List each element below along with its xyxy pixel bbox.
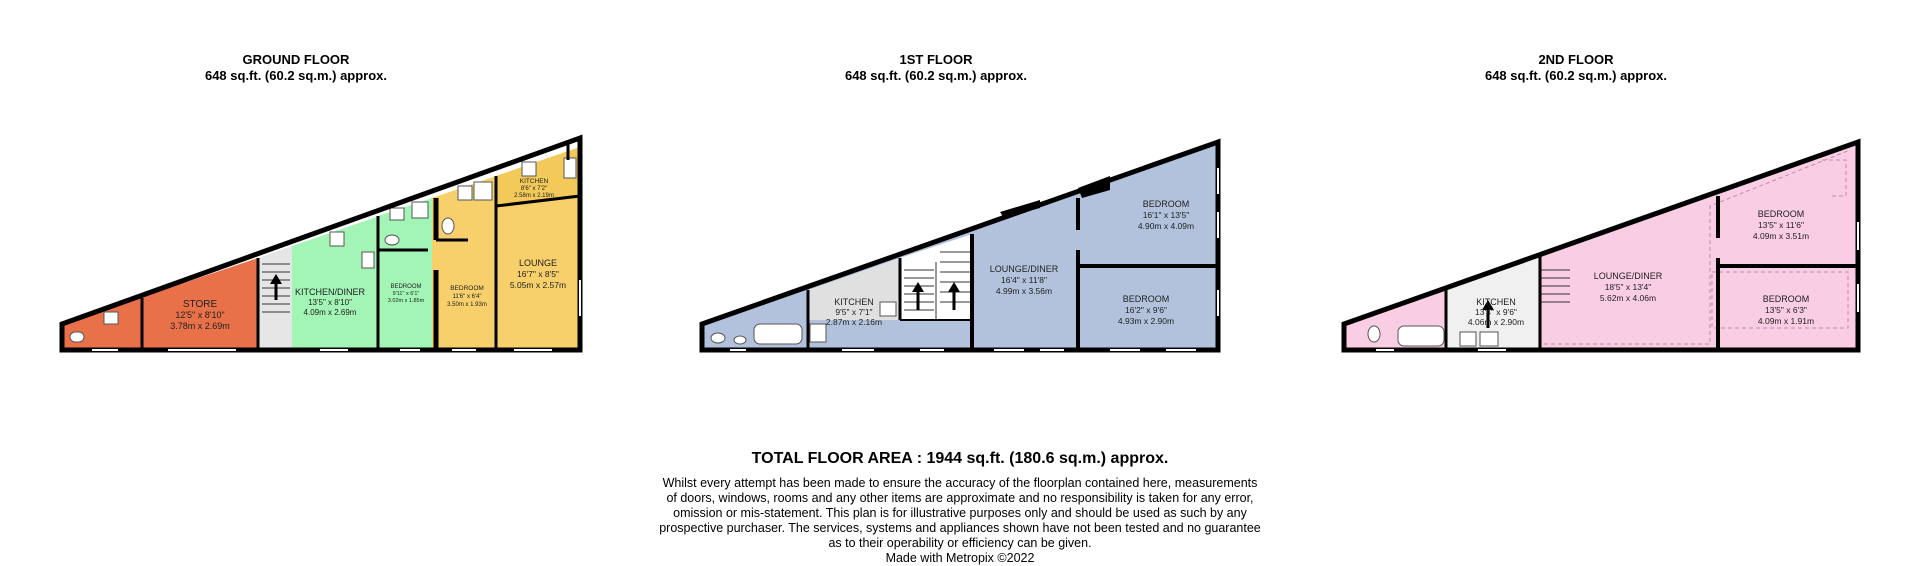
bath-icon <box>754 324 802 344</box>
sink-icon <box>104 312 118 324</box>
room-label-bedroom: BEDROOM <box>1142 199 1190 209</box>
room-dimensions-imperial: 13'5" x 11'6" <box>1758 220 1804 230</box>
room-dimensions-metric: 4.09m x 2.69m <box>303 308 357 317</box>
hob-icon <box>880 302 896 316</box>
room-label-lounge-diner: LOUNGE/DINER <box>989 264 1059 274</box>
shower-icon <box>412 202 428 218</box>
first-floor-plan <box>702 142 1218 350</box>
room-label-store: STORE <box>182 299 218 310</box>
disclaimer-line: omission or mis-statement. This plan is for illustrative purposes only and should be used as such by any <box>673 506 1247 520</box>
room-dimensions-imperial: 12'5" x 8'10" <box>175 310 225 320</box>
floor-title: 1ST FLOOR <box>899 52 973 67</box>
bedroom-room <box>432 176 496 350</box>
room-dimensions-imperial: 11'6" x 6'4" <box>452 294 482 300</box>
toilet-icon <box>442 218 454 234</box>
sink-icon <box>390 208 404 220</box>
toilet-icon <box>1368 326 1380 342</box>
room-dimensions-metric: 2.58m x 2.19m <box>514 193 554 199</box>
disclaimer-line: as to their operability or efficiency can be given. <box>828 536 1092 550</box>
room-label-kitchen-diner: KITCHEN/DINER <box>294 287 366 297</box>
room-label-bedroom: BEDROOM <box>1757 209 1805 219</box>
toilet-icon <box>70 332 84 342</box>
second-floor-plan <box>1344 142 1858 350</box>
room-dimensions-imperial: 9'5" x 7'1" <box>835 307 873 317</box>
shower-icon <box>474 182 492 200</box>
room-dimensions-metric: 3.78m x 2.69m <box>170 321 230 331</box>
room-dimensions-imperial: 18'5" x 13'4" <box>1604 282 1652 292</box>
room-dimensions-metric: 4.99m x 3.56m <box>995 286 1053 296</box>
room-label-bedroom: BEDROOM <box>450 285 484 292</box>
room-dimensions-imperial: 13'5" x 6'3" <box>1765 305 1807 315</box>
ground-floor-plan <box>62 138 580 350</box>
room-dimensions-metric: 4.90m x 4.09m <box>1137 221 1195 231</box>
room-dimensions-imperial: 9'11" x 6'1" <box>392 291 420 297</box>
room-dimensions-metric: 4.09m x 3.51m <box>1752 231 1810 241</box>
sink-icon <box>564 158 576 178</box>
room-label-bedroom: BEDROOM <box>1762 294 1810 304</box>
room-dimensions-imperial: 16'2" x 9'6" <box>1125 305 1167 315</box>
toilet-icon <box>385 235 399 245</box>
bath-icon <box>1398 326 1444 346</box>
room-label-bedroom: BEDROOM <box>390 284 422 290</box>
room-dimensions-imperial: 13'4" x 9'6" <box>1475 307 1517 317</box>
sink-icon <box>734 336 746 344</box>
total-floor-area: TOTAL FLOOR AREA : 1944 sq.ft. (180.6 sq.m.) approx. <box>751 450 1169 467</box>
room-dimensions-imperial: 13'5" x 8'10" <box>308 298 352 307</box>
hob-icon <box>522 162 536 176</box>
hob-icon <box>330 232 344 246</box>
floor-area: 648 sq.ft. (60.2 sq.m.) approx. <box>1484 68 1668 83</box>
room-dimensions-imperial: 16'1" x 13'5" <box>1142 210 1190 220</box>
room-label-kitchen: KITCHEN <box>834 297 874 307</box>
room-dimensions-metric: 5.05m x 2.57m <box>509 280 567 290</box>
room-label-kitchen: KITCHEN <box>1476 297 1516 307</box>
room-dimensions-metric: 4.06m x 2.90m <box>1467 317 1525 327</box>
room-dimensions-imperial: 8'6" x 7'2" <box>520 186 548 192</box>
disclaimer-line: Whilst every attempt has been made to ensure the accuracy of the floorplan contained here, measurements <box>662 476 1258 490</box>
sink-icon <box>362 252 374 268</box>
room-dimensions-metric: 2.87m x 2.16m <box>825 317 883 327</box>
floor-title: GROUND FLOOR <box>242 52 350 67</box>
store-room <box>62 258 258 350</box>
room-label-bedroom: BEDROOM <box>1122 294 1170 304</box>
room-dimensions-imperial: 16'4" x 11'8" <box>1001 275 1047 285</box>
disclaimer-line: prospective purchaser. The services, systems and appliances shown have not been tested and no guarantee <box>659 521 1261 535</box>
room-dimensions-metric: 5.62m x 4.06m <box>1599 293 1657 303</box>
room-dimensions-metric: 3.50m x 1.93m <box>447 302 487 308</box>
room-dimensions-metric: 3.02m x 1.85m <box>387 298 425 304</box>
floor-title: 2ND FLOOR <box>1538 52 1614 67</box>
sink-icon <box>458 186 472 200</box>
toilet-icon <box>711 333 725 343</box>
room-label-lounge-diner: LOUNGE/DINER <box>1593 271 1663 281</box>
room-dimensions-metric: 4.93m x 2.90m <box>1117 316 1175 326</box>
floor-area: 648 sq.ft. (60.2 sq.m.) approx. <box>204 68 388 83</box>
sink-icon <box>810 324 826 342</box>
credit: Made with Metropix ©2022 <box>885 551 1035 565</box>
sink-icon <box>1480 332 1498 346</box>
hob-icon <box>1460 332 1476 346</box>
room-label-kitchen: KITCHEN <box>519 178 549 185</box>
floor-area: 648 sq.ft. (60.2 sq.m.) approx. <box>844 68 1028 83</box>
disclaimer <box>560 476 1360 566</box>
room-label-lounge: LOUNGE <box>518 258 558 268</box>
room-dimensions-metric: 4.09m x 1.91m <box>1757 316 1815 326</box>
room-dimensions-imperial: 16'7" x 8'5" <box>517 269 559 279</box>
disclaimer-line: of doors, windows, rooms and any other items are approximate and no responsibility is taken for any error, <box>666 491 1254 505</box>
